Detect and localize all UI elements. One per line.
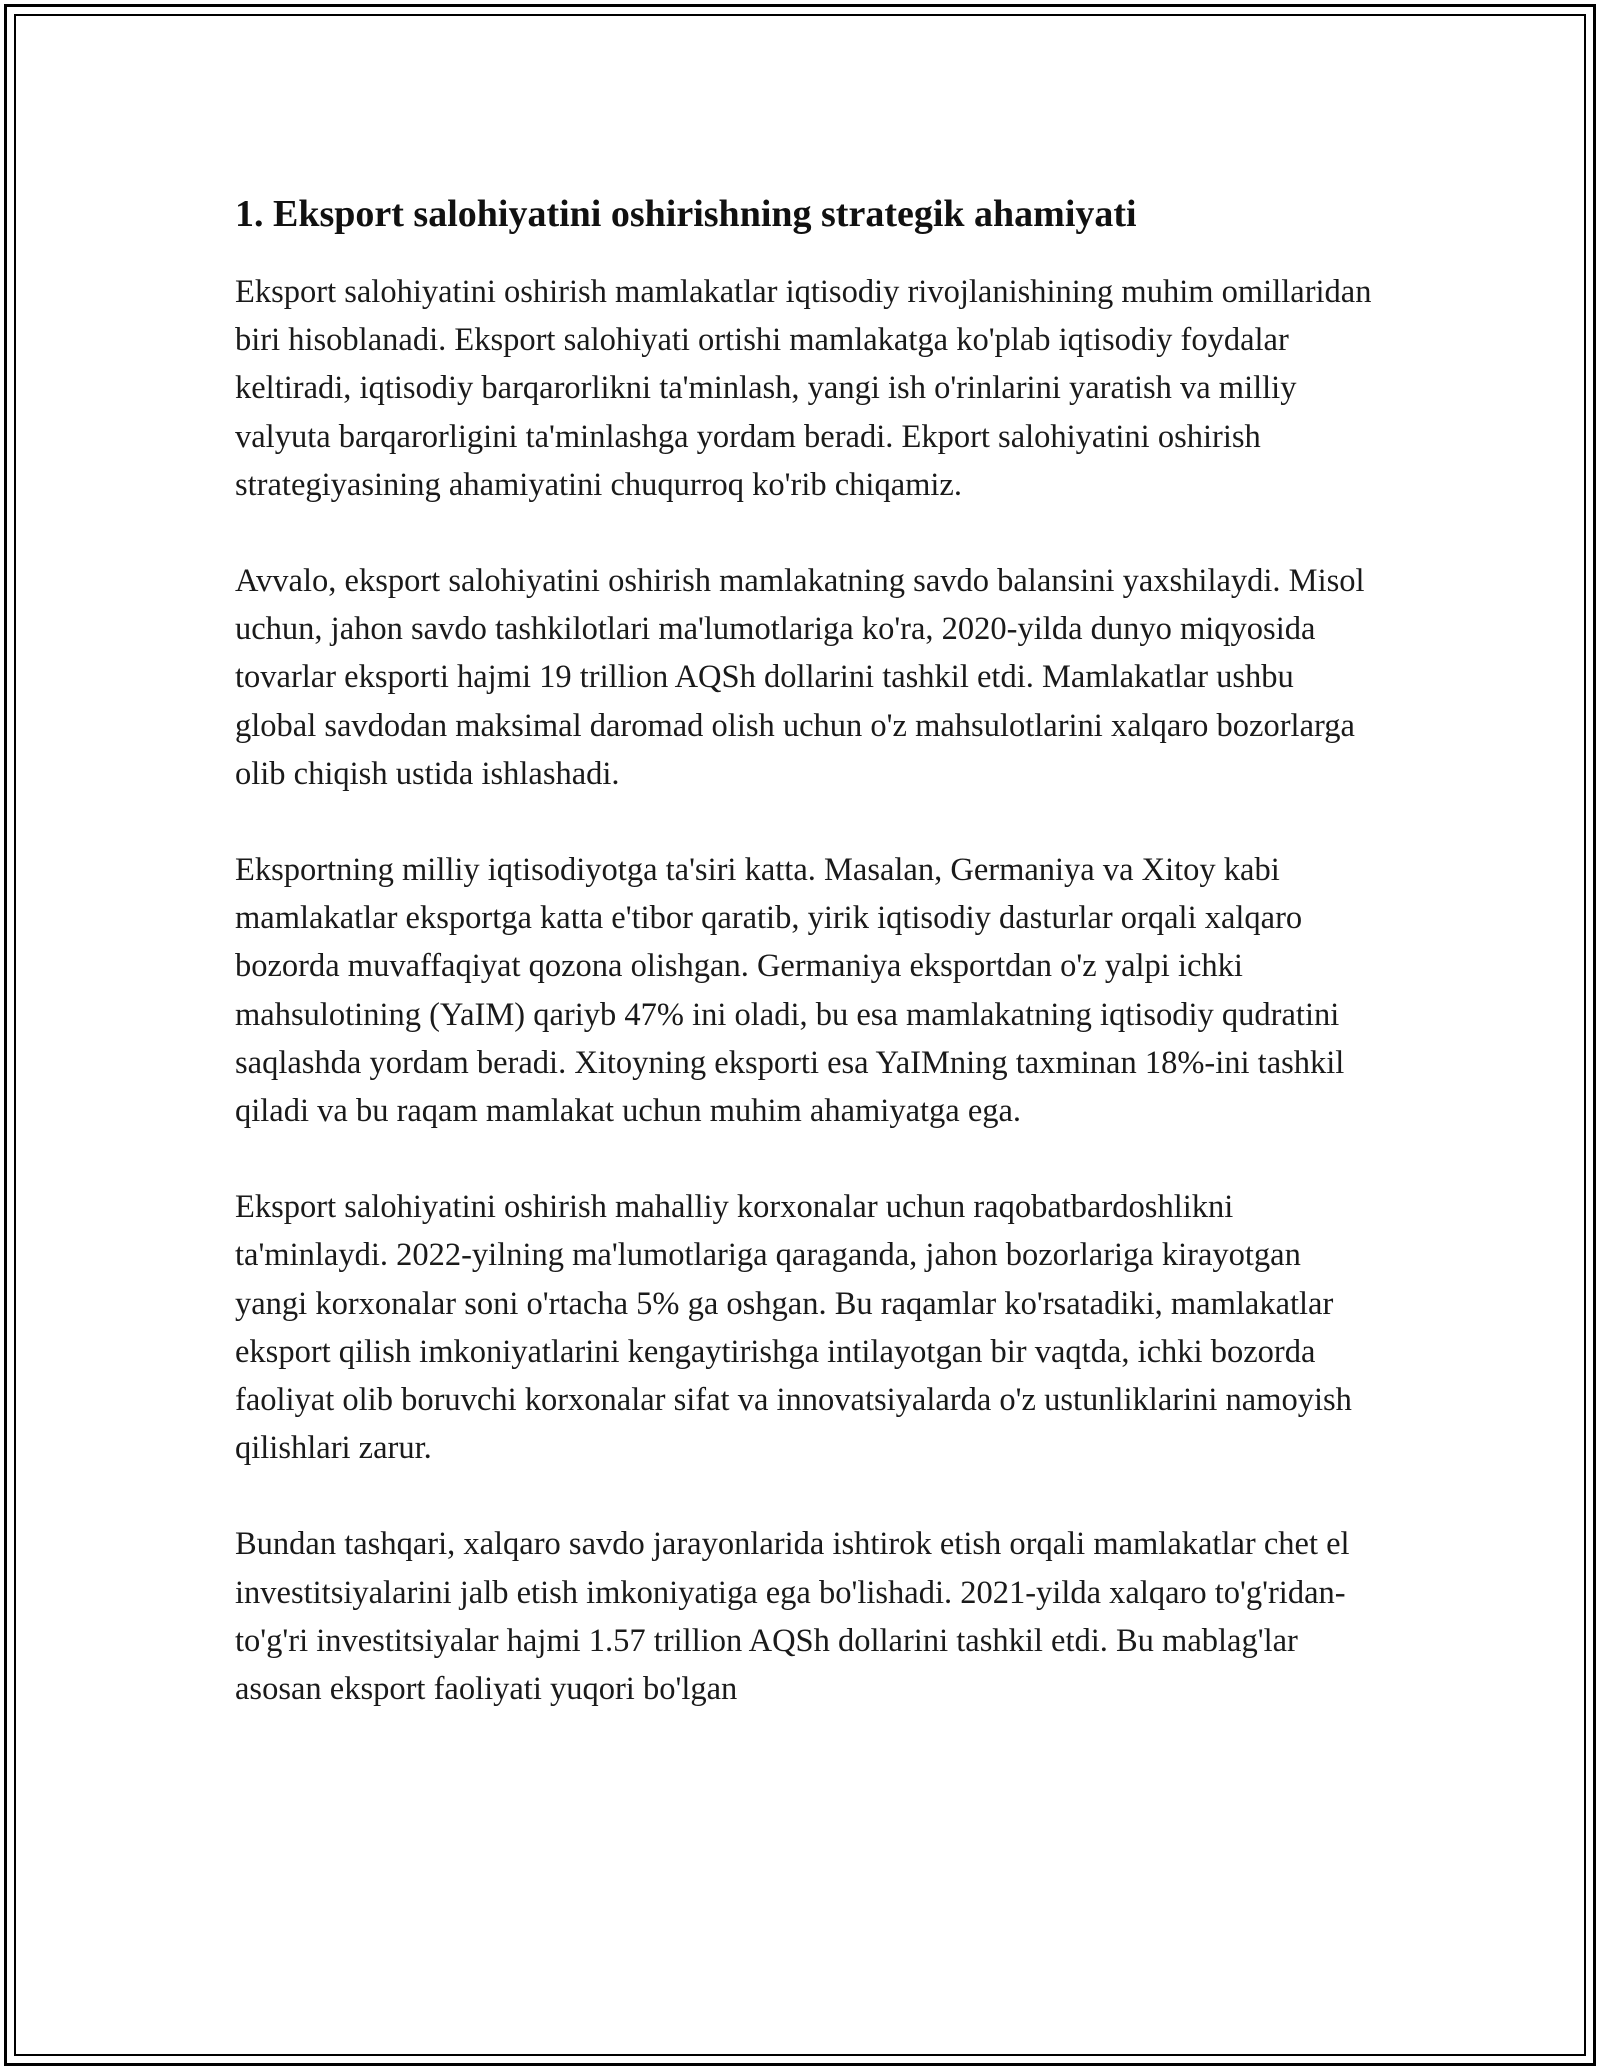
document-body bbox=[235, 186, 1375, 1761]
paragraph-trade-balance: Avvalo, eksport salohiyatini oshirish mamlakatning savdo balansini yaxshilaydi. Misol uchun, jahon savdo tashkilotlari ma'lumotlariga ko'ra, 2020-yilda dunyo miqyosida tovarlar eksporti hajmi 19 trillion AQSh dollarini tashkil etdi. Mamlakatlar ushbu global savdodan maksimal daromad olish uchun o'z mahsulotlarini xalqaro bozorlarga olib chiqish ustida ishlashadi. bbox=[235, 563, 1365, 792]
paragraph-competitiveness: Eksport salohiyatini oshirish mahalliy korxonalar uchun raqobatbardoshlikni ta'minlaydi. 2022-yilning ma'lumotlariga qaraganda, jahon bozorlariga kirayotgan yangi korxonalar soni o'rtacha 5% ga oshgan. Bu raqamlar ko'rsatadiki, mamlakatlar eksport qilish imkoniyatlarini kengaytirishga intilayotgan bir vaqtda, ichki bozorda faoliyat olib boruvchi korxonalar sifat va innovatsiyalarda o'z ustunliklarini namoyish qilishlari zarur. bbox=[235, 1189, 1352, 1467]
section-heading: 1. Eksport salohiyatini oshirishning strategik ahamiyati bbox=[235, 193, 1137, 235]
paragraph-national-economy: Eksportning milliy iqtisodiyotga ta'siri katta. Masalan, Germaniya va Xitoy kabi mamlakatlar eksportga katta e'tibor qaratib, yirik iqtisodiy dasturlar orqali xalqaro bozorda muvaffaqiyat qozona olishgan. Germaniya eksportdan o'z yalpi ichki mahsulotining (YaIM) qariyb 47% ini oladi, bu esa mamlakatning iqtisodiy qudratini saqlashda yordam beradi. Xitoyning eksporti esa YaIMning taxminan 18%-ini tashkil qiladi va bu raqam mamlakat uchun muhim ahamiyatga ega. bbox=[235, 852, 1345, 1130]
paragraph-intro: Eksport salohiyatini oshirish mamlakatlar iqtisodiy rivojlanishining muhim omillaridan biri hisoblanadi. Eksport salohiyati ortishi mamlakatga ko'plab iqtisodiy foydalar keltiradi, iqtisodiy barqarorlikni ta'minlash, yangi ish o'rinlarini yaratish va milliy valyuta barqarorligini ta'minlashga yordam beradi. Ekport salohiyatini oshirish strategiyasining ahamiyatini chuqurroq ko'rib chiqamiz. bbox=[235, 274, 1372, 503]
paragraph-investments: Bundan tashqari, xalqaro savdo jarayonlarida ishtirok etish orqali mamlakatlar chet el investitsiyalarini jalb etish imkoniyatiga ega bo'lishadi. 2021-yilda xalqaro to'g'ridan-to'g'ri investitsiyalar hajmi 1.57 trillion AQSh dollarini tashkil etdi. Bu mablag'lar asosan eksport faoliyati yuqori bo'lgan bbox=[235, 1526, 1350, 1708]
